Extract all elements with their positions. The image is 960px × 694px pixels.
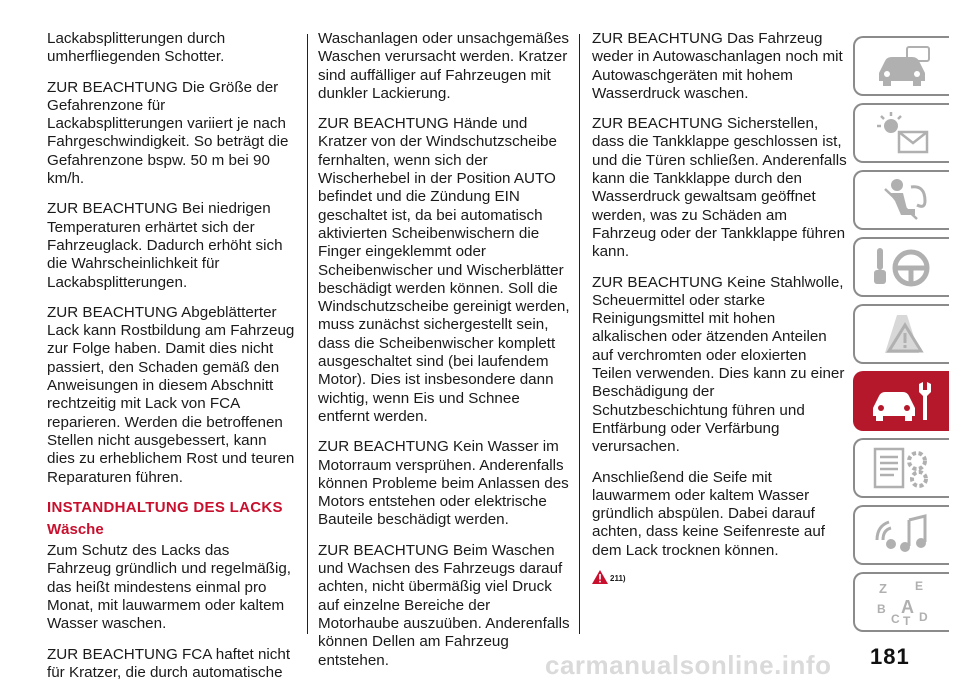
text-column-1 (47, 30, 297, 694)
tab-emergency[interactable] (853, 304, 949, 364)
page-number: 181 (870, 644, 910, 669)
index-letters-icon (867, 577, 937, 627)
warning-road-icon (867, 309, 937, 359)
tab-maintenance[interactable] (853, 371, 949, 431)
car-wrench-icon (867, 376, 937, 426)
paragraph: ZUR BEACHTUNG Bei niedrigen Temperaturen erhärtet sich der Fahrzeuglack. Dadurch erhöht sich die Wahrscheinlichkeit für Lackabsplitterungen. (47, 200, 283, 291)
warning-reference (592, 570, 847, 584)
watermark: carmanualsonline.info (545, 650, 832, 680)
paragraph: ZUR BEACHTUNG Kein Wasser im Motorraum versprühen. Anderenfalls können Probleme beim Anlassen des Motors entstehen oder elektrische Bauteile beschädigt werden. (318, 438, 569, 529)
seat-airbag-icon (867, 175, 937, 225)
svg-text:T: T (903, 614, 911, 627)
svg-text:C: C (891, 612, 900, 626)
paragraph: ZUR BEACHTUNG Abgeblätterter Lack kann Rostbildung am Fahrzeug zur Folge haben. Damit dies nicht passiert, den Schaden gemäß den Anweisungen in diesem Abschnitt rechtzeitig mit Lack von FCA reparieren. Werden die betroffenen Stellen nicht ausgebessert, kann dies zu erheblichem Rost und teuren Reparaturen führen. (47, 303, 295, 486)
paragraph: Zum Schutz des Lacks das Fahrzeug gründlich und regelmäßig, das heißt mindestens einmal pro Monat, mit lauwarmem oder kaltem Wasser waschen. (47, 542, 291, 633)
paragraph: ZUR BEACHTUNG Das Fahrzeug weder in Autowaschanlagen noch mit Autowaschgeräten mit hohem Wasserdruck waschen. (592, 30, 843, 102)
svg-text:D: D (919, 610, 928, 624)
paragraph: ZUR BEACHTUNG Hände und Kratzer von der Windschutzscheibe fernhalten, wenn sich der Wischerhebel in der Position AUTO befindet und die Zündung EIN geschaltet ist, da bei automatisch aktivierten Scheibenwischern die Finger eingeklemmt oder Scheibenwischer und Wischerblätter beschädigt werden können. Soll die Windschutzscheibe gereinigt werden, muss zunächst sichergestellt sein, dass die Scheibenwischer komplett ausgeschaltet sind (bei laufendem Motor). Dies ist insbesondere dann wichtig, wenn Eis und Schnee entfernt werden. (318, 115, 570, 425)
tab-driving[interactable] (853, 237, 949, 297)
chapter-tabs (853, 36, 949, 639)
column-divider (579, 34, 580, 634)
tab-dashboard[interactable] (853, 36, 949, 96)
warning-ref-number: 211) (610, 574, 626, 584)
svg-text:Z: Z (879, 581, 887, 596)
multimedia-icon (867, 510, 937, 560)
svg-text:E: E (915, 579, 924, 593)
section-heading: INSTANDHALTUNG DES LACKS (47, 498, 283, 516)
tab-safety[interactable] (853, 170, 949, 230)
text-column-2 (318, 30, 570, 682)
column-divider (307, 34, 308, 634)
tab-index[interactable] (853, 572, 949, 632)
car-dashboard-icon (867, 41, 937, 91)
text-column-3 (592, 30, 847, 584)
paragraph: Waschanlagen oder unsachgemäßes Waschen verursacht werden. Kratzer sind auffälliger auf Fahrzeugen mit dunkler Lackierung. (318, 30, 570, 102)
section-subheading: Wäsche (47, 520, 104, 538)
paragraph: Anschließend die Seife mit lauwarmem oder kaltem Wasser gründlich abspülen. Dabei darauf achten, dass keine Seifenreste auf dem Lack trocknen können. (592, 468, 826, 559)
tab-multimedia[interactable] (853, 505, 949, 565)
paragraph: ZUR BEACHTUNG Beim Waschen und Wachsen des Fahrzeugs darauf achten, nicht übermäßig viel Druck auf einzelne Bereiche der Motorhaube auszuüben. Anderenfalls können Dellen am Fahrzeug entstehen. (318, 541, 570, 669)
svg-text:A: A (901, 597, 914, 617)
lights-envelope-icon (867, 108, 937, 158)
paragraph: ZUR BEACHTUNG Die Größe der Gefahrenzone für Lackabsplitterungen variiert je nach Fahrgeschwindigkeit. So beträgt die Gefahrenzone bspw. 50 m bei 90 km/h. (47, 78, 289, 188)
steering-wheel-icon (867, 242, 937, 292)
svg-text:B: B (877, 602, 886, 616)
paragraph: Lackabsplitterungen durch umherfliegenden Schotter. (47, 30, 226, 66)
paragraph: ZUR BEACHTUNG Keine Stahlwolle, Scheuermittel oder starke Reinigungsmittel mit hohen alkalischen oder ätzenden Anteilen auf verchromten oder eloxierten Teilen verwenden. Dies kann zu einer Beschädigung der Schutzbeschichtung führen und Entfärbung oder Verfärbung verursachen. (592, 273, 845, 456)
paragraph: ZUR BEACHTUNG Sicherstellen, dass die Tankklappe geschlossen ist, und die Türen schließen. Anderenfalls kann die Tankklappe durch den Wasserdruck gewaltsam geöffnet werden, was zu Schäden am Fahrzeug oder der Tankklappe führen kann. (592, 115, 847, 261)
paragraph: ZUR BEACHTUNG FCA haftet nicht für Kratzer, die durch automatische (47, 645, 291, 681)
specs-gears-icon (867, 443, 937, 493)
tab-lights[interactable] (853, 103, 949, 163)
warning-triangle-icon (592, 570, 608, 584)
tab-technical-data[interactable] (853, 438, 949, 498)
